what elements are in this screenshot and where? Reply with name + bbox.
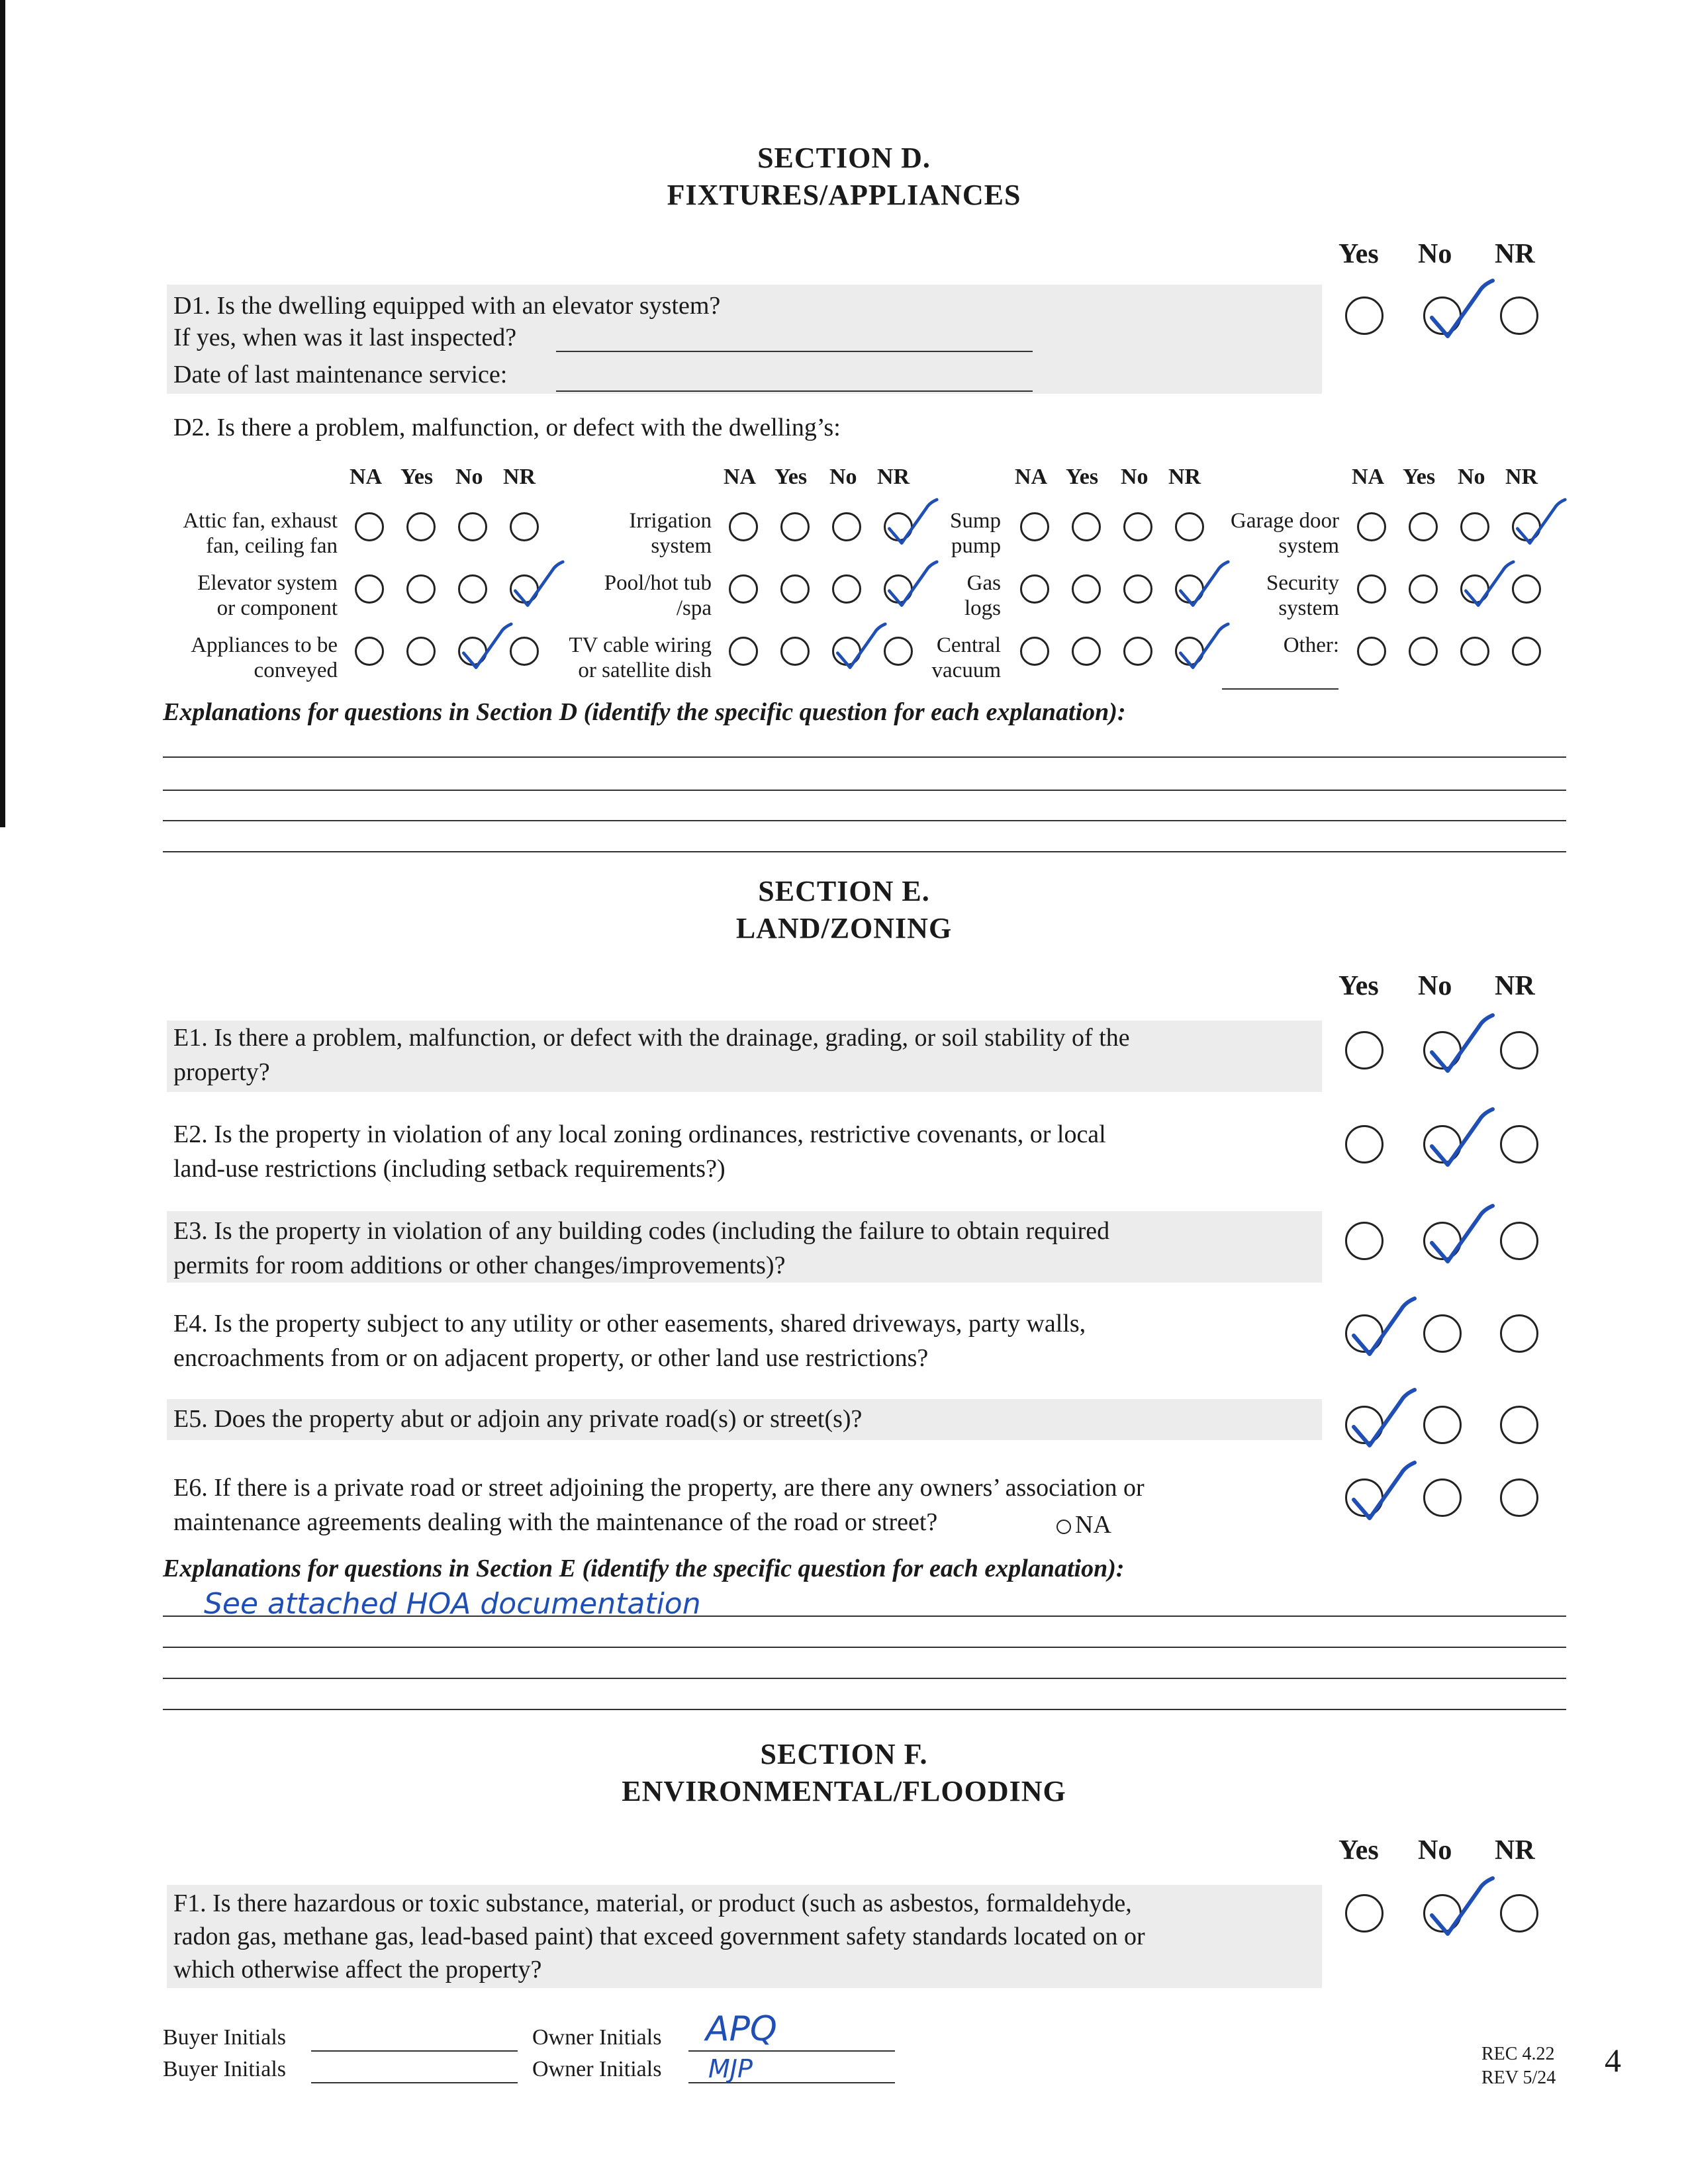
e6-nr-radio[interactable] (1500, 1479, 1538, 1517)
d-col-no: No (1418, 239, 1452, 269)
e3-question-line1: E3. Is the property in violation of any building codes (including the failure to obtain required (173, 1217, 1110, 1245)
e2-yes-radio[interactable] (1345, 1125, 1383, 1163)
d2-item-9-no-radio[interactable] (1460, 512, 1489, 541)
e3-yes-radio[interactable] (1345, 1222, 1383, 1260)
e-expl-line-3[interactable] (163, 1678, 1566, 1679)
form-code: REC 4.22 (1481, 2044, 1555, 2064)
grid-h-no-3: No (1121, 465, 1149, 489)
d2-item-6-nr-radio[interactable] (1175, 512, 1204, 541)
item-tv-cable-label: TV cable wiring or satellite dish (569, 633, 712, 682)
d2-item-1-check-icon (506, 555, 579, 612)
d2-item-9-check-icon (1508, 492, 1581, 549)
d2-item-11-nr-radio[interactable] (1512, 637, 1541, 666)
section-e-title: LAND/ZONING (735, 912, 953, 944)
f-col-nr: NR (1495, 1835, 1535, 1866)
d-expl-line-3[interactable] (163, 820, 1566, 821)
section-d-explanations-label: Explanations for questions in Section D (identify the specific question for each explanation): (163, 698, 1126, 726)
e3-check-icon (1420, 1197, 1513, 1269)
section-d-title: FIXTURES/APPLIANCES (667, 179, 1021, 211)
e1-check-icon (1420, 1006, 1513, 1079)
e5-nr-radio[interactable] (1500, 1406, 1538, 1444)
d1-yes-radio[interactable] (1345, 296, 1383, 335)
f-col-no: No (1418, 1835, 1452, 1866)
item-elevator-label: Elevator system or component (197, 571, 338, 620)
e1-question-line2: property? (173, 1058, 270, 1086)
grid-h-na-1: NA (350, 465, 383, 489)
e3-question-line2: permits for room additions or other changes/improvements)? (173, 1251, 786, 1279)
e2-check-icon (1420, 1100, 1513, 1173)
d2-item-6-no-radio[interactable] (1123, 512, 1152, 541)
e-col-nr: NR (1495, 971, 1535, 1001)
d2-item-1-no-radio[interactable] (458, 574, 487, 604)
d-expl-line-1[interactable] (163, 756, 1566, 758)
e6-na-label: NA (1075, 1511, 1111, 1539)
d2-item-3-yes-radio[interactable] (780, 512, 810, 541)
section-f-title: ENVIRONMENTAL/FLOODING (622, 1775, 1066, 1807)
section-d-heading: SECTION D. (757, 142, 931, 174)
grid-h-no-2: No (829, 465, 857, 489)
d1-maintenance-label: Date of last maintenance service: (173, 361, 508, 388)
e4-question-line1: E4. Is the property subject to any utility or other easements, shared driveways, party walls, (173, 1310, 1086, 1338)
item-irrigation-label: Irrigation system (629, 509, 712, 558)
item-central-vacuum-label: Central vacuum (931, 633, 1001, 682)
e6-no-radio[interactable] (1423, 1479, 1462, 1517)
f1-yes-radio[interactable] (1345, 1894, 1383, 1933)
d2-item-9-yes-radio[interactable] (1409, 512, 1438, 541)
item-attic-fan-label: Attic fan, exhaust fan, ceiling fan (183, 509, 338, 558)
d2-item-0-yes-radio[interactable] (406, 512, 436, 541)
f-col-yes: Yes (1338, 1835, 1379, 1866)
d1-inspected-label: If yes, when was it last inspected? (173, 324, 517, 351)
d2-item-1-na-radio[interactable] (355, 574, 384, 604)
e6-question-line1: E6. If there is a private road or street adjoining the property, are there any owners’ association or (173, 1474, 1145, 1502)
d2-item-11-na-radio[interactable] (1357, 637, 1386, 666)
item-other-field[interactable] (1222, 688, 1338, 690)
d2-item-4-na-radio[interactable] (729, 574, 758, 604)
e1-question-line1: E1. Is there a problem, malfunction, or defect with the drainage, grading, or soil stability of the (173, 1024, 1130, 1052)
d1-question: D1. Is the dwelling equipped with an elevator system? (173, 292, 721, 320)
buyer-initials-field-1[interactable] (311, 2050, 518, 2052)
d2-item-0-na-radio[interactable] (355, 512, 384, 541)
d2-item-7-yes-radio[interactable] (1072, 574, 1101, 604)
grid-h-no-4: No (1458, 465, 1485, 489)
d2-item-10-yes-radio[interactable] (1409, 574, 1438, 604)
owner-initials-label-1: Owner Initials (532, 2025, 662, 2050)
d2-item-10-na-radio[interactable] (1357, 574, 1386, 604)
e2-question-line2: land-use restrictions (including setback requirements?) (173, 1155, 726, 1183)
e5-no-radio[interactable] (1423, 1406, 1462, 1444)
e6-check-icon (1342, 1453, 1434, 1526)
e-col-no: No (1418, 971, 1452, 1001)
d2-item-8-no-radio[interactable] (1123, 637, 1152, 666)
f1-question-line1: F1. Is there hazardous or toxic substance, material, or product (such as asbestos, formaldehyde, (173, 1889, 1132, 1917)
item-security-label: Security system (1266, 571, 1339, 620)
section-f-heading: SECTION F. (760, 1738, 928, 1770)
d2-item-7-check-icon (1171, 555, 1244, 612)
d2-item-4-yes-radio[interactable] (780, 574, 810, 604)
e-explanation-handwritten: See attached HOA documentation (204, 1587, 701, 1621)
item-pool-label: Pool/hot tub /spa (604, 571, 712, 620)
d2-item-8-na-radio[interactable] (1020, 637, 1049, 666)
buyer-initials-label-2: Buyer Initials (163, 2057, 287, 2081)
e3-nr-radio[interactable] (1500, 1222, 1538, 1260)
d-expl-line-4[interactable] (163, 851, 1566, 852)
scan-edge (0, 0, 5, 827)
d2-item-2-na-radio[interactable] (355, 637, 384, 666)
e-expl-line-2[interactable] (163, 1647, 1566, 1648)
e2-question-line1: E2. Is the property in violation of any local zoning ordinances, restrictive covenants, or local (173, 1120, 1106, 1148)
e5-check-icon (1342, 1381, 1434, 1453)
grid-h-yes-4: Yes (1403, 465, 1436, 489)
page-number: 4 (1605, 2042, 1621, 2079)
d2-item-0-nr-radio[interactable] (510, 512, 539, 541)
d2-item-5-na-radio[interactable] (729, 637, 758, 666)
owner-initials-1-handwritten: APQ (706, 2009, 777, 2049)
grid-h-na-4: NA (1352, 465, 1385, 489)
e-col-yes: Yes (1338, 971, 1379, 1001)
owner-initials-2-handwritten: MJP (708, 2054, 753, 2083)
owner-initials-label-2: Owner Initials (532, 2057, 662, 2081)
e6-na-radio[interactable] (1056, 1520, 1071, 1534)
d2-item-6-yes-radio[interactable] (1072, 512, 1101, 541)
item-garage-door-label: Garage door system (1230, 509, 1339, 558)
e4-check-icon (1342, 1289, 1434, 1362)
d2-item-5-yes-radio[interactable] (780, 637, 810, 666)
e2-nr-radio[interactable] (1500, 1125, 1538, 1163)
d-col-yes: Yes (1338, 239, 1379, 269)
e4-no-radio[interactable] (1423, 1314, 1462, 1353)
buyer-initials-label-1: Buyer Initials (163, 2025, 287, 2050)
d-col-nr: NR (1495, 239, 1535, 269)
d2-item-8-check-icon (1171, 617, 1244, 674)
d2-item-2-yes-radio[interactable] (406, 637, 436, 666)
grid-h-yes-2: Yes (774, 465, 808, 489)
form-revision: REV 5/24 (1481, 2068, 1556, 2088)
d2-question: D2. Is there a problem, malfunction, or defect with the dwelling’s: (173, 414, 841, 441)
f1-question-line2: radon gas, methane gas, lead-based paint) that exceed government safety standards located on or (173, 1923, 1145, 1950)
d-expl-line-2[interactable] (163, 790, 1566, 791)
d1-maintenance-field[interactable] (556, 390, 1033, 392)
f1-no-check-icon (1420, 1869, 1513, 1942)
item-sump-label: Sump pump (949, 509, 1001, 558)
grid-h-nr-4: NR (1505, 465, 1538, 489)
grid-h-na-3: NA (1015, 465, 1048, 489)
d2-item-10-nr-radio[interactable] (1512, 574, 1541, 604)
section-e-heading: SECTION E. (758, 875, 930, 907)
d2-item-6-na-radio[interactable] (1020, 512, 1049, 541)
grid-h-nr-3: NR (1168, 465, 1201, 489)
grid-h-nr-1: NR (503, 465, 536, 489)
d2-item-3-na-radio[interactable] (729, 512, 758, 541)
grid-h-yes-3: Yes (1066, 465, 1099, 489)
e1-yes-radio[interactable] (1345, 1031, 1383, 1069)
e4-nr-radio[interactable] (1500, 1314, 1538, 1353)
owner-initials-field-1[interactable] (688, 2050, 895, 2052)
d2-item-3-check-icon (880, 492, 953, 549)
d2-item-4-no-radio[interactable] (832, 574, 861, 604)
item-gas-logs-label: Gas logs (964, 571, 1001, 620)
grid-h-na-2: NA (724, 465, 757, 489)
grid-h-yes-1: Yes (400, 465, 434, 489)
e-expl-line-1[interactable] (163, 1615, 1566, 1617)
d2-item-3-no-radio[interactable] (832, 512, 861, 541)
d2-item-4-check-icon (880, 555, 953, 612)
section-e-explanations-label: Explanations for questions in Section E (identify the specific question for each explanation): (163, 1555, 1125, 1582)
d1-inspected-field[interactable] (556, 351, 1033, 352)
d2-item-0-no-radio[interactable] (458, 512, 487, 541)
d2-item-2-nr-radio[interactable] (510, 637, 539, 666)
e4-question-line2: encroachments from or on adjacent property, or other land use restrictions? (173, 1344, 929, 1372)
d2-item-5-nr-radio[interactable] (884, 637, 913, 666)
e1-nr-radio[interactable] (1500, 1031, 1538, 1069)
buyer-initials-field-2[interactable] (311, 2082, 518, 2083)
e6-question-line2: maintenance agreements dealing with the maintenance of the road or street? (173, 1508, 938, 1536)
grid-h-nr-2: NR (877, 465, 910, 489)
item-appliances-label: Appliances to be conveyed (191, 633, 338, 682)
d2-item-11-no-radio[interactable] (1460, 637, 1489, 666)
d1-no-check-icon (1420, 271, 1513, 344)
e5-question: E5. Does the property abut or adjoin any private road(s) or street(s)? (173, 1405, 863, 1433)
d2-item-7-no-radio[interactable] (1123, 574, 1152, 604)
d2-item-8-yes-radio[interactable] (1072, 637, 1101, 666)
d2-item-7-na-radio[interactable] (1020, 574, 1049, 604)
d2-item-11-yes-radio[interactable] (1409, 637, 1438, 666)
d2-item-9-na-radio[interactable] (1357, 512, 1386, 541)
grid-h-no-1: No (455, 465, 483, 489)
f1-question-line3: which otherwise affect the property? (173, 1956, 542, 1983)
d2-item-1-yes-radio[interactable] (406, 574, 436, 604)
item-other-label: Other: (1283, 633, 1339, 657)
e-expl-line-4[interactable] (163, 1709, 1566, 1710)
